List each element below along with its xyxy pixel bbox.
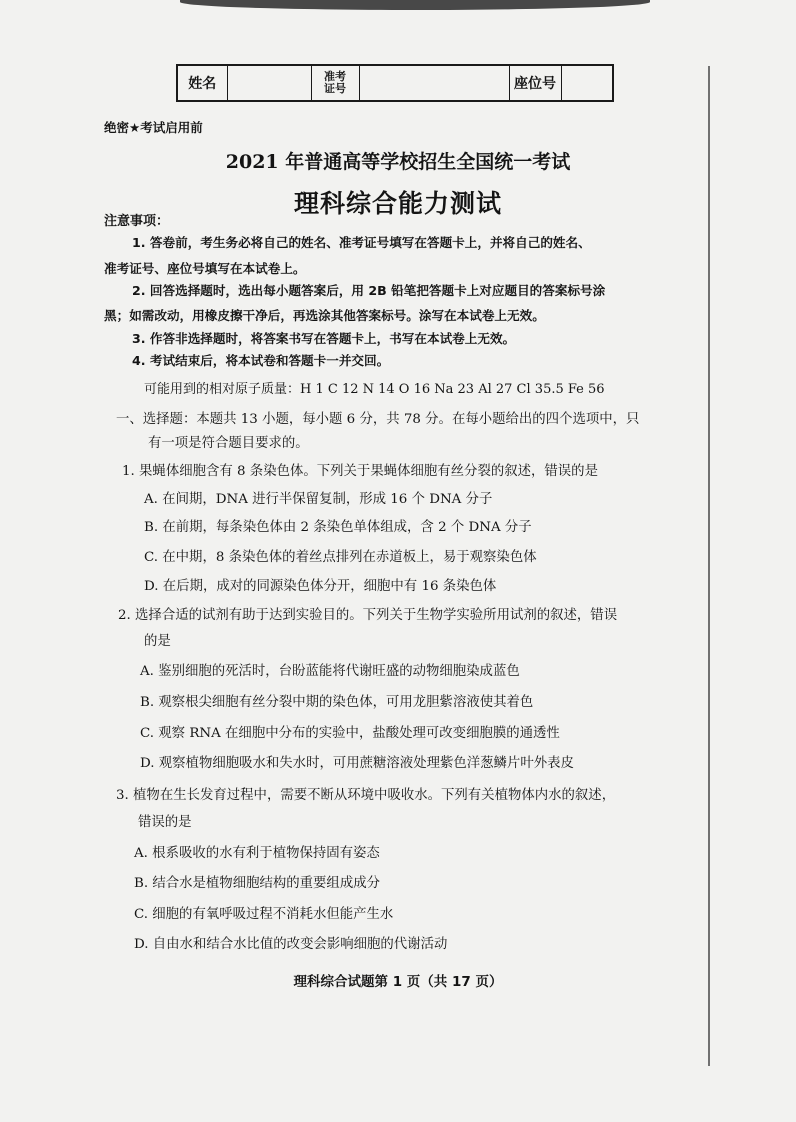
question-2-option-b: B. 观察根尖细胞有丝分裂中期的染色体，可用龙胆紫溶液使其着色 [140, 695, 534, 710]
notice-heading: 注意事项： [104, 214, 170, 229]
notice-line-5: 3. 作答非选择题时，将答案书写在答题卡上，书写在本试卷上无效。 [132, 331, 516, 346]
notice-line-2: 准考证号、座位号填写在本试卷上。 [104, 261, 306, 276]
confidential-mark: 绝密★考试启用前 [104, 120, 203, 135]
ticket-number-field[interactable] [359, 65, 509, 101]
seat-number-field[interactable] [561, 65, 613, 101]
question-3-option-a: A. 根系吸收的水有利于植物保持固有姿态 [134, 846, 380, 861]
question-2-option-a: A. 鉴别细胞的死活时，台盼蓝能将代谢旺盛的动物细胞染成蓝色 [140, 664, 520, 679]
question-3-stem-line2: 错误的是 [138, 815, 192, 830]
question-3-stem-line1: 3. 植物在生长发育过程中，需要不断从环境中吸收水。下列有关植物体内水的叙述， [116, 788, 616, 803]
question-2-option-c: C. 观察 RNA 在细胞中分布的实验中，盐酸处理可改变细胞膜的通透性 [140, 726, 560, 741]
question-1-option-d: D. 在后期，成对的同源染色体分开，细胞中有 16 条染色体 [144, 579, 497, 594]
question-1-option-b: B. 在前期，每条染色体由 2 条染色单体组成，含 2 个 DNA 分子 [144, 520, 532, 535]
section-heading-line1: 一、选择题：本题共 13 小题，每小题 6 分，共 78 分。在每小题给出的四个选项中，只 [116, 412, 640, 427]
question-1-option-a: A. 在间期，DNA 进行半保留复制，形成 16 个 DNA 分子 [144, 492, 493, 507]
question-1-option-c: C. 在中期，8 条染色体的着丝点排列在赤道板上，易于观察染色体 [144, 550, 537, 565]
name-field[interactable] [227, 65, 311, 101]
exam-subtitle: 理科综合能力测试 [293, 189, 502, 218]
question-3-option-d: D. 自由水和结合水比值的改变会影响细胞的代谢活动 [134, 937, 448, 952]
atomic-masses: 可能用到的相对原子质量：H 1 C 12 N 14 O 16 Na 23 Al 27 Cl 35.5 Fe 56 [144, 382, 605, 397]
question-2-stem-line2: 的是 [144, 634, 171, 649]
question-2-stem-line1: 2. 选择合适的试剂有助于达到实验目的。下列关于生物学实验所用试剂的叙述，错误 [118, 608, 618, 623]
scan-shadow [180, 0, 650, 10]
page-footer: 理科综合试题第 1 页（共 17 页） [293, 974, 503, 990]
ticket-label [311, 65, 359, 101]
notice-line-4: 黑；如需改动，用橡皮擦干净后，再选涂其他答案标号。涂写在本试卷上无效。 [104, 308, 545, 323]
ticket-label-line2: 证号 [324, 82, 346, 95]
name-label: 姓名 [177, 65, 227, 101]
question-3-option-b: B. 结合水是植物细胞结构的重要组成成分 [134, 876, 380, 891]
candidate-info-table [176, 64, 614, 102]
notice-line-3: 2. 回答选择题时，选出每小题答案后，用 2B 铅笔把答题卡上对应题目的答案标号涂 [132, 283, 606, 298]
ticket-label-line1: 准考 [324, 70, 346, 83]
notice-line-6: 4. 考试结束后，将本试卷和答题卡一并交回。 [132, 353, 390, 368]
question-2-option-d: D. 观察植物细胞吸水和失水时，可用蔗糖溶液处理紫色洋葱鳞片叶外表皮 [140, 756, 574, 771]
exam-title: 2021 年普通高等学校招生全国统一考试 [225, 151, 571, 173]
section-heading-line2: 有一项是符合题目要求的。 [148, 436, 309, 451]
seat-label: 座位号 [509, 65, 561, 101]
question-3-option-c: C. 细胞的有氧呼吸过程不消耗水但能产生水 [134, 907, 394, 922]
question-1-stem: 1. 果蝇体细胞含有 8 条染色体。下列关于果蝇体细胞有丝分裂的叙述，错误的是 [122, 464, 598, 479]
notice-line-1: 1. 答卷前，考生务必将自己的姓名、准考证号填写在答题卡上，并将自己的姓名、 [132, 235, 591, 250]
